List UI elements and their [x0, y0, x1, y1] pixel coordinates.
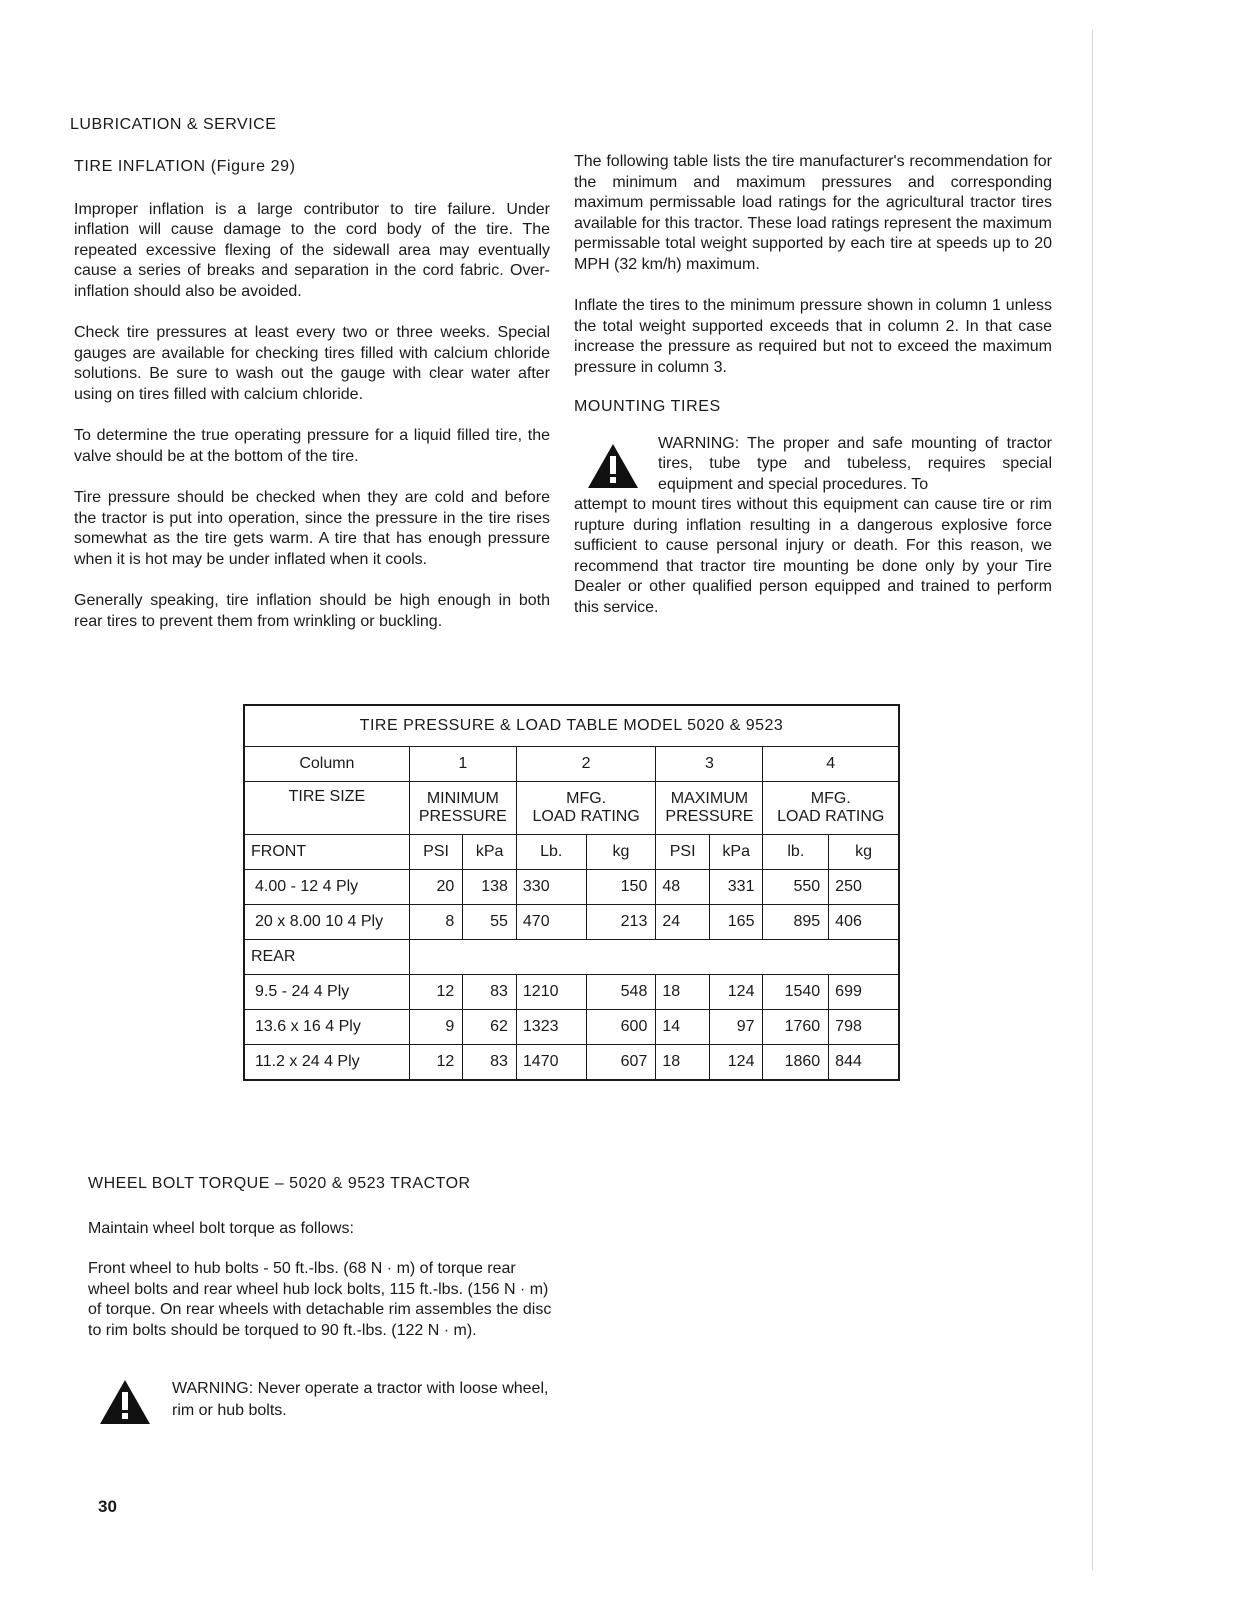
cell: 1760 — [763, 1010, 829, 1045]
warning-text-rest: attempt to mount tires without this equipment can cause tire or rim rupture during inflation resulting in a dangerous explosive force sufficient to cause personal injury or death. For this reason, we recommend that tractor tire mounting be done only by your Tire Dealer or other qualified person equipped and trained to perform this service. — [574, 496, 1052, 616]
tire-size: 4.00 - 12 4 Ply — [244, 870, 409, 905]
unit-header: lb. — [763, 835, 829, 870]
group-header-line: PRESSURE — [418, 808, 507, 825]
cell: 124 — [709, 1045, 763, 1081]
cell: 895 — [763, 905, 829, 940]
tire-pressure-table — [243, 704, 900, 1081]
cell: 165 — [709, 905, 763, 940]
page-number: 30 — [98, 1497, 117, 1516]
tire-size: 9.5 - 24 4 Ply — [244, 975, 409, 1010]
cell: 1210 — [516, 975, 586, 1010]
unit-header: kPa — [709, 835, 763, 870]
warning-triangle-icon — [586, 442, 640, 490]
cell: 600 — [586, 1010, 656, 1045]
tire-inflation-title: TIRE INFLATION — [74, 158, 206, 175]
table-row — [244, 905, 899, 940]
cell: 18 — [656, 1045, 710, 1081]
warning-label: WARNING: — [172, 1380, 254, 1397]
wheel-bolt-section — [88, 1174, 560, 1361]
tire-size: 20 x 8.00 10 4 Ply — [244, 905, 409, 940]
paragraph: The following table lists the tire manufacturer's recommendation for the minimum and maximum pressures and corresponding maximum permissable load ratings for the agricultural tractor tires available for this tractor. These load ratings represent the maximum permissable total weight supported by each tire at speeds up to 20 MPH (32 km/h) maximum. — [574, 153, 1052, 273]
unit-header: kg — [829, 835, 899, 870]
cell: 55 — [463, 905, 517, 940]
paragraph: Tire pressure should be checked when they are cold and before the tractor is put into operation, since the pressure in the tire rises somewhat as the tire gets warm. A tire that has enough pressure when it is hot may be under inflated when it cools. — [74, 489, 550, 568]
group-header-line: MFG. — [810, 790, 851, 807]
right-column — [574, 152, 1052, 618]
group-header — [516, 782, 655, 835]
group-header-line: MINIMUM — [426, 790, 499, 807]
cell: 83 — [463, 975, 517, 1010]
unit-header: kPa — [463, 835, 517, 870]
table-row — [244, 975, 899, 1010]
rear-label: REAR — [244, 940, 409, 975]
column-number: 2 — [516, 747, 655, 782]
paragraph: Maintain wheel bolt torque as follows: — [88, 1219, 354, 1237]
left-column — [74, 157, 550, 653]
cell: 699 — [829, 975, 899, 1010]
scan-edge-line — [1092, 30, 1093, 1570]
warning-label: WARNING: — [658, 434, 740, 452]
warning-body: Never operate a tractor with loose wheel, rim or hub bolts. — [172, 1380, 549, 1419]
mounting-warning — [574, 434, 1052, 619]
cell: 798 — [829, 1010, 899, 1045]
group-header — [763, 782, 899, 835]
column-label: Column — [244, 747, 409, 782]
cell: 9 — [409, 1010, 463, 1045]
cell: 138 — [463, 870, 517, 905]
cell: 250 — [829, 870, 899, 905]
cell: 20 — [409, 870, 463, 905]
column-number: 4 — [763, 747, 899, 782]
group-header-line: MAXIMUM — [670, 790, 749, 807]
table-row — [244, 1010, 899, 1045]
paragraph: Improper inflation is a large contributor to tire failure. Under inflation will cause damage to the cord body of the tire. The repeated excessive flexing of the sidewall area may eventually cause a series of breaks and separation in the cord fabric. Over-inflation should also be avoided. — [74, 200, 550, 300]
paragraph: Front wheel to hub bolts - 50 ft.-lbs. (68 N · m) of torque rear wheel bolts and rear wheel hub lock bolts, 115 ft.-lbs. (156 N · m) of torque. On rear wheels with detachable rim assembles the disc to rim bolts should be torqued to 90 ft.-lbs. (122 N · m). — [88, 1260, 552, 1339]
cell: 24 — [656, 905, 710, 940]
section-header: LUBRICATION & SERVICE — [70, 116, 277, 133]
cell: 83 — [463, 1045, 517, 1081]
table-row — [244, 870, 899, 905]
cell: 1470 — [516, 1045, 586, 1081]
cell: 97 — [709, 1010, 763, 1045]
group-header-line: MFG. — [566, 790, 607, 807]
tire-size-label: TIRE SIZE — [244, 782, 409, 835]
cell: 18 — [656, 975, 710, 1010]
wheel-bolt-heading: WHEEL BOLT TORQUE – 5020 & 9523 TRACTOR — [88, 1175, 471, 1192]
cell: 48 — [656, 870, 710, 905]
group-header — [656, 782, 763, 835]
cell: 331 — [709, 870, 763, 905]
warning-text-first — [574, 434, 1052, 496]
mounting-tires-heading: MOUNTING TIRES — [574, 398, 721, 415]
paragraph: Check tire pressures at least every two or three weeks. Special gauges are available for checking tires filled with calcium chloride solutions. Be sure to wash out the gauge with clear water after using on tires filled with calcium chloride. — [74, 324, 550, 403]
figure-ref: (Figure 29) — [210, 158, 296, 175]
cell: 470 — [516, 905, 586, 940]
cell: 213 — [586, 905, 656, 940]
cell: 607 — [586, 1045, 656, 1081]
rear-spacer — [409, 940, 899, 975]
cell: 1323 — [516, 1010, 586, 1045]
cell: 150 — [586, 870, 656, 905]
bolt-warning — [88, 1378, 568, 1422]
unit-header: kg — [586, 835, 656, 870]
cell: 548 — [586, 975, 656, 1010]
paragraph: Inflate the tires to the minimum pressure shown in column 1 unless the total weight supported exceeds that in column 2. In that case increase the pressure as required but not to exceed the maximum pressure in column 3. — [574, 297, 1052, 376]
table-title: TIRE PRESSURE & LOAD TABLE MODEL 5020 & 9523 — [244, 705, 899, 747]
cell: 1540 — [763, 975, 829, 1010]
unit-header: PSI — [656, 835, 710, 870]
warning-triangle-icon — [98, 1378, 152, 1426]
tire-inflation-heading — [74, 157, 550, 178]
cell: 330 — [516, 870, 586, 905]
cell: 8 — [409, 905, 463, 940]
warning-text — [88, 1378, 568, 1422]
group-header-line: LOAD RATING — [532, 808, 640, 825]
cell: 1860 — [763, 1045, 829, 1081]
warning-text: The proper and safe mounting of tractor tires, tube type and tubeless, requires special equipment and special procedures. To — [658, 434, 1053, 493]
column-number: 3 — [656, 747, 763, 782]
unit-header: Lb. — [516, 835, 586, 870]
group-header — [409, 782, 516, 835]
paragraph: To determine the true operating pressure for a liquid filled tire, the valve should be at the bottom of the tire. — [74, 427, 550, 465]
cell: 62 — [463, 1010, 517, 1045]
table-row — [244, 1045, 899, 1081]
cell: 406 — [829, 905, 899, 940]
tire-size: 11.2 x 24 4 Ply — [244, 1045, 409, 1081]
group-header-line: LOAD RATING — [777, 808, 885, 825]
unit-header: PSI — [409, 835, 463, 870]
group-header-line: PRESSURE — [665, 808, 754, 825]
paragraph: Generally speaking, tire inflation should be high enough in both rear tires to prevent them from wrinkling or buckling. — [74, 592, 550, 630]
cell: 14 — [656, 1010, 710, 1045]
cell: 550 — [763, 870, 829, 905]
cell: 124 — [709, 975, 763, 1010]
front-label: FRONT — [244, 835, 409, 870]
cell: 844 — [829, 1045, 899, 1081]
cell: 12 — [409, 975, 463, 1010]
cell: 12 — [409, 1045, 463, 1081]
column-number: 1 — [409, 747, 516, 782]
tire-size: 13.6 x 16 4 Ply — [244, 1010, 409, 1045]
